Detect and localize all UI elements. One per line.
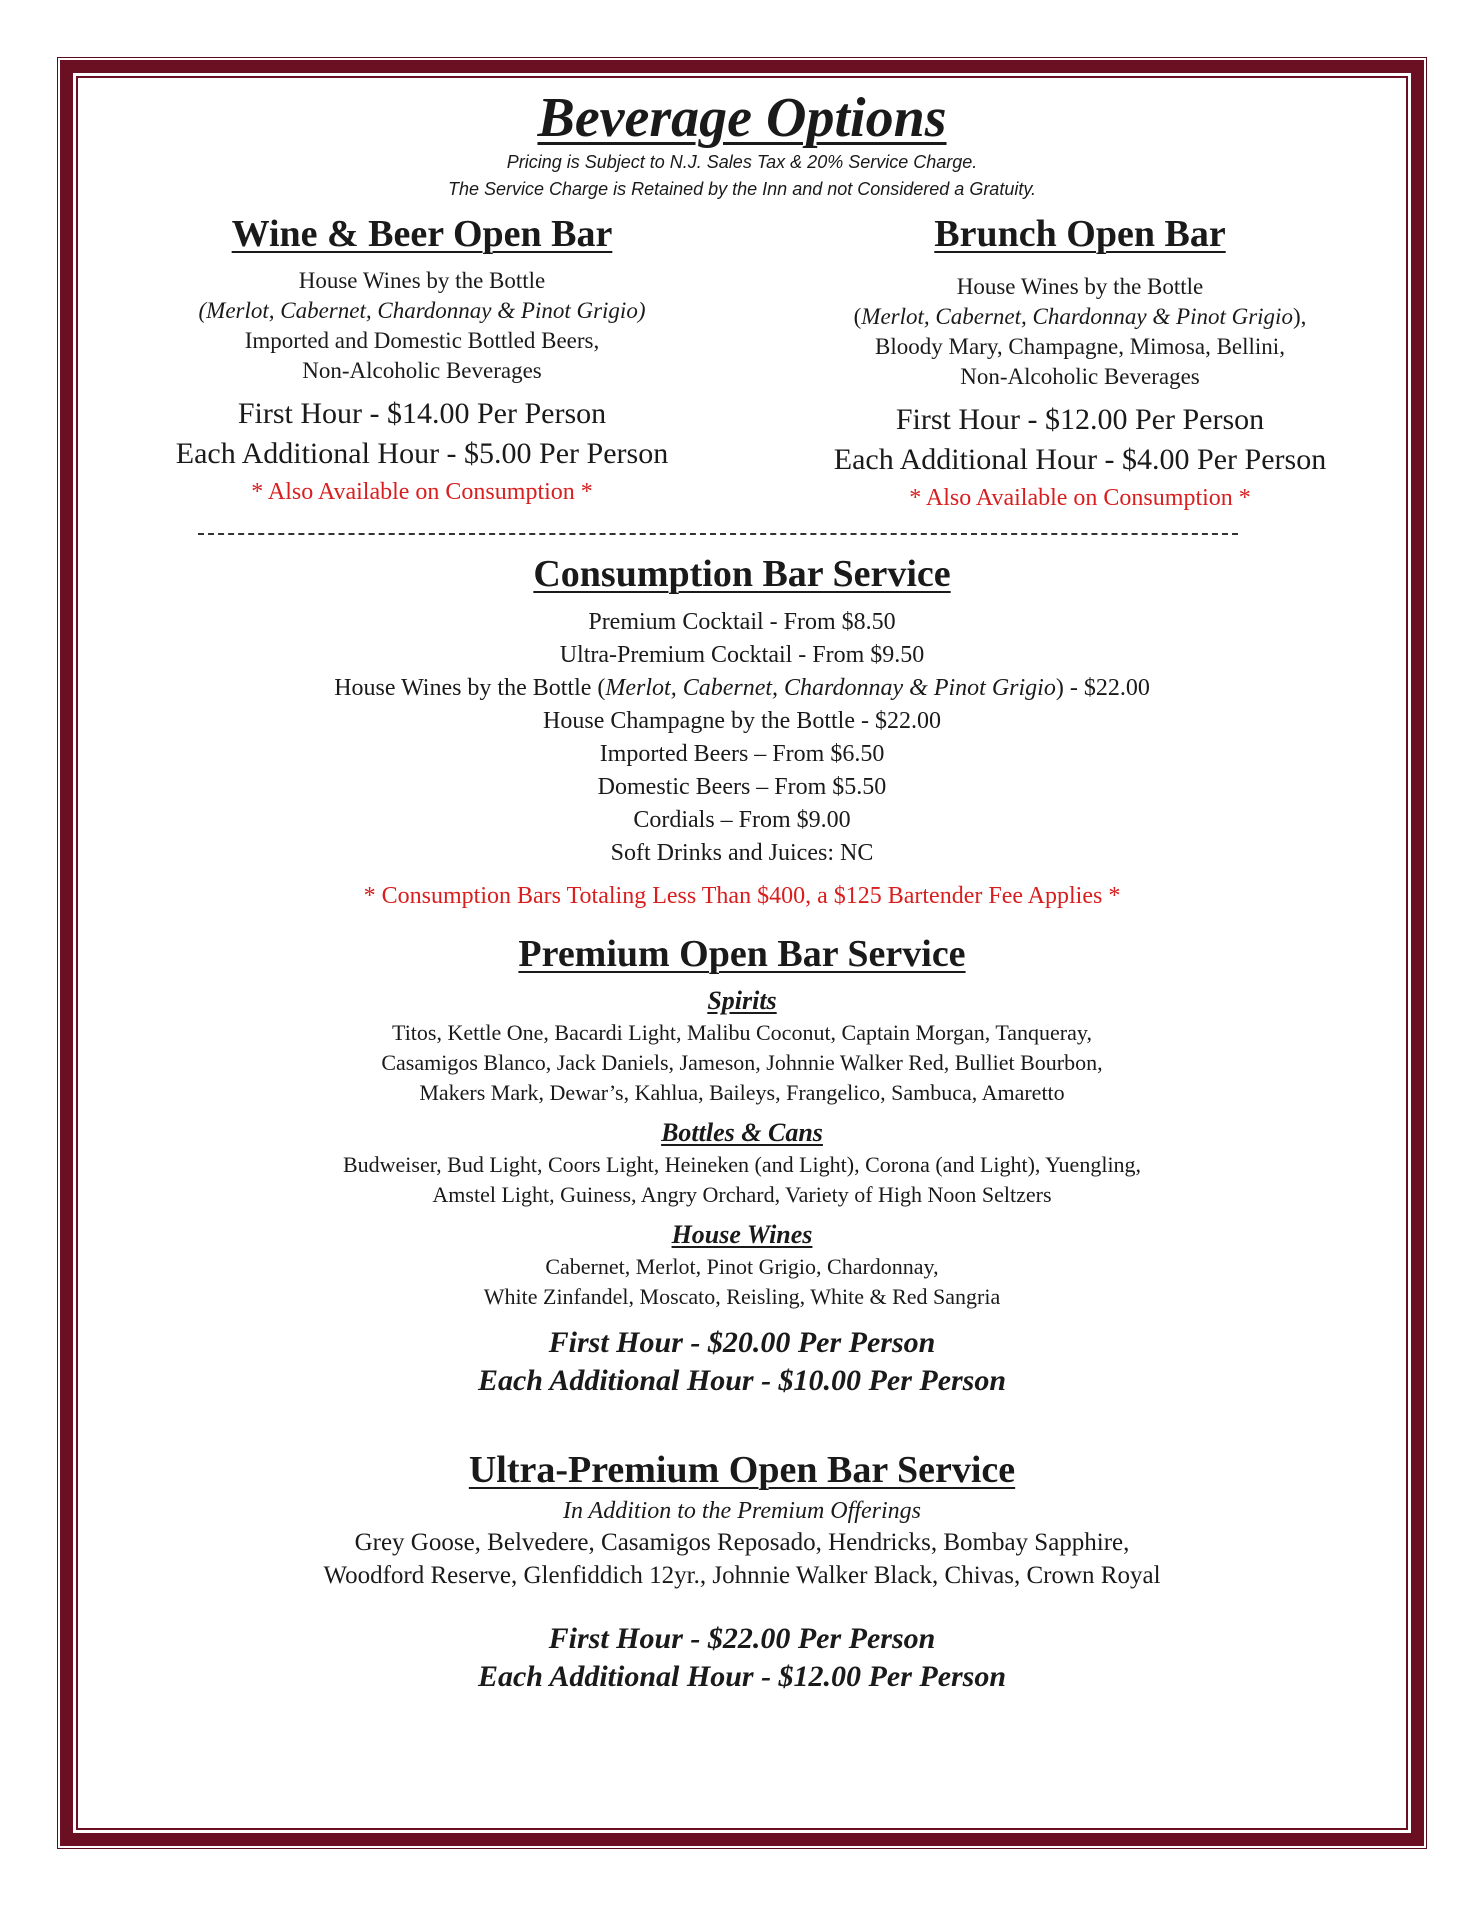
ultra-heading: Ultra-Premium Open Bar Service bbox=[468, 1449, 1016, 1491]
brunch-first-hour: First Hour - $12.00 Per Person bbox=[895, 403, 1265, 436]
brunch-consumption-note: * Also Available on Consumption * bbox=[909, 485, 1251, 511]
premium-spirits-line: Titos, Kettle One, Bacardi Light, Malibu Coconut, Captain Morgan, Tanqueray, bbox=[392, 1020, 1092, 1045]
consumption-domestic-beers: Domestic Beers – From $5.50 bbox=[597, 774, 887, 800]
wine-beer-section bbox=[112, 212, 732, 510]
premium-spirits-label: Spirits bbox=[707, 986, 777, 1015]
premium-spirits-line: Casamigos Blanco, Jack Daniels, Jameson, Johnnie Walker Red, Bulliet Bourbon, bbox=[381, 1050, 1103, 1075]
brunch-section bbox=[790, 212, 1370, 516]
consumption-heading: Consumption Bar Service bbox=[533, 553, 951, 595]
brunch-additional-hour: Each Additional Hour - $4.00 Per Person bbox=[833, 443, 1327, 476]
premium-first-hour: First Hour - $20.00 Per Person bbox=[548, 1326, 936, 1359]
premium-wines-label: House Wines bbox=[671, 1220, 813, 1249]
premium-wines-line: White Zinfandel, Moscato, Reisling, White & Red Sangria bbox=[483, 1284, 1001, 1309]
ultra-subtitle: In Addition to the Premium Offerings bbox=[563, 1498, 921, 1524]
bartender-fee-note: * Consumption Bars Totaling Less Than $400, a $125 Bartender Fee Applies * bbox=[363, 883, 1121, 909]
consumption-soft-drinks: Soft Drinks and Juices: NC bbox=[610, 840, 874, 866]
ultra-section bbox=[0, 1448, 1484, 1696]
ultra-additional-hour: Each Additional Hour - $12.00 Per Person bbox=[477, 1660, 1007, 1693]
tax-note: Pricing is Subject to N.J. Sales Tax & 20% Service Charge. bbox=[506, 152, 978, 172]
brunch-varietals: (Merlot, Cabernet, Chardonnay & Pinot Grigio), bbox=[853, 304, 1307, 329]
consumption-imported-beers: Imported Beers – From $6.50 bbox=[599, 741, 885, 767]
brunch-drinks: Bloody Mary, Champagne, Mimosa, Bellini, bbox=[875, 334, 1285, 359]
consumption-premium-cocktail: Premium Cocktail - From $8.50 bbox=[588, 609, 896, 635]
premium-bottles-label: Bottles & Cans bbox=[661, 1118, 823, 1147]
section-divider bbox=[198, 533, 1238, 535]
premium-additional-hour: Each Additional Hour - $10.00 Per Person bbox=[477, 1364, 1007, 1397]
consumption-cordials: Cordials – From $9.00 bbox=[633, 807, 851, 833]
wine-beer-nonalc: Non-Alcoholic Beverages bbox=[302, 358, 542, 383]
ultra-first-hour: First Hour - $22.00 Per Person bbox=[548, 1622, 936, 1655]
premium-bottles-line: Amstel Light, Guiness, Angry Orchard, Variety of High Noon Seltzers bbox=[432, 1182, 1052, 1207]
brunch-house-wines: House Wines by the Bottle bbox=[956, 274, 1204, 299]
ultra-spirits-line: Woodford Reserve, Glenfiddich 12yr., Johnnie Walker Black, Chivas, Crown Royal bbox=[323, 1562, 1161, 1589]
consumption-section bbox=[0, 552, 1484, 912]
brunch-heading: Brunch Open Bar bbox=[934, 213, 1226, 255]
consumption-champagne: House Champagne by the Bottle - $22.00 bbox=[543, 708, 941, 734]
service-charge-note: The Service Charge is Retained by the Inn and not Considered a Gratuity. bbox=[448, 179, 1036, 199]
page-title: Beverage Options bbox=[537, 87, 947, 149]
wine-beer-consumption-note: * Also Available on Consumption * bbox=[251, 479, 593, 505]
consumption-ultra-cocktail: Ultra-Premium Cocktail - From $9.50 bbox=[559, 642, 925, 668]
premium-spirits-line: Makers Mark, Dewar’s, Kahlua, Baileys, Frangelico, Sambuca, Amaretto bbox=[419, 1080, 1065, 1105]
premium-section bbox=[0, 932, 1484, 1400]
ultra-spirits-line: Grey Goose, Belvedere, Casamigos Reposado, Hendricks, Bombay Sapphire, bbox=[354, 1529, 1130, 1556]
premium-wines-line: Cabernet, Merlot, Pinot Grigio, Chardonnay, bbox=[545, 1254, 939, 1279]
wine-beer-house-wines: House Wines by the Bottle bbox=[298, 268, 546, 293]
wine-beer-heading: Wine & Beer Open Bar bbox=[231, 213, 613, 255]
premium-bottles-line: Budweiser, Bud Light, Coors Light, Heineken (and Light), Corona (and Light), Yuengling, bbox=[342, 1152, 1142, 1177]
wine-beer-beers: Imported and Domestic Bottled Beers, bbox=[244, 328, 600, 353]
premium-heading: Premium Open Bar Service bbox=[518, 933, 966, 975]
wine-beer-varietals: (Merlot, Cabernet, Chardonnay & Pinot Grigio) bbox=[198, 298, 646, 323]
wine-beer-additional-hour: Each Additional Hour - $5.00 Per Person bbox=[175, 437, 669, 470]
wine-beer-first-hour: First Hour - $14.00 Per Person bbox=[237, 397, 607, 430]
consumption-house-wines: House Wines by the Bottle (Merlot, Cabernet, Chardonnay & Pinot Grigio) - $22.00 bbox=[334, 675, 1150, 701]
brunch-nonalc: Non-Alcoholic Beverages bbox=[960, 364, 1200, 389]
